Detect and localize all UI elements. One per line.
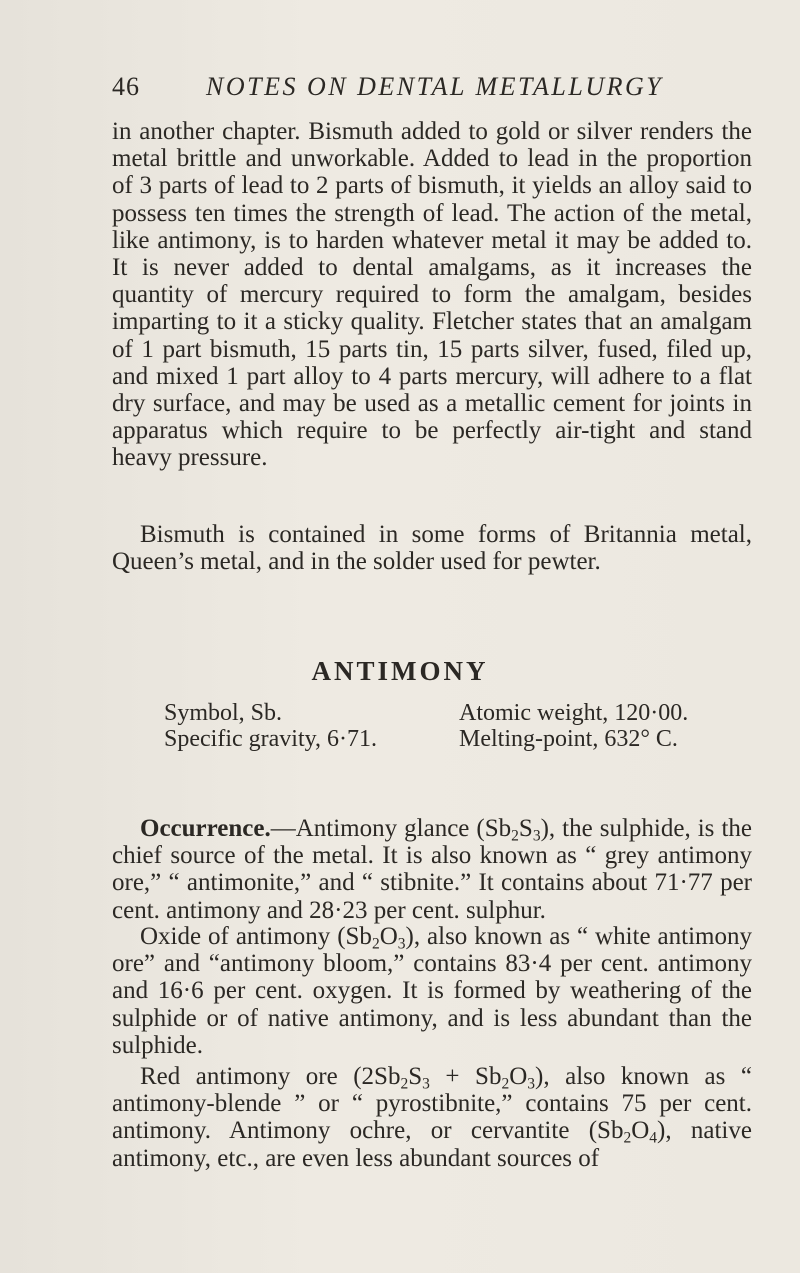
text-segment: ), the sulphide, is the chief source of the metal. It is also known as “ grey antimony ore,” “ antimonite,” and “ stibnite.” It contains about 71·77 per cent. antimony and 28·23 per cent. sulphur.: [112, 815, 752, 924]
paragraph-oxide: [112, 923, 752, 1059]
subscript: 3: [397, 935, 406, 953]
subscript: 2: [501, 1075, 510, 1093]
text-segment: ), also known as “ white antimony ore” and “antimony bloom,” contains 83·4 per cent. antimony and 16·6 per cent. oxygen. It is formed by weathering of the sulphide or of native antimony, and is less abundant than the sulphide.: [112, 923, 752, 1059]
subscript: 2: [511, 827, 519, 845]
subscript: 2: [623, 1129, 632, 1147]
text-segment: S: [408, 1063, 423, 1090]
text-segment: ), also known as “ antimony-blende ” or “ pyrostibnite,” contains 75 per cent. antimony. Antimony ochre, or cervantite (Sb: [112, 1063, 752, 1145]
text-segment: Red antimony ore (2Sb: [140, 1063, 401, 1090]
text-segment: S: [518, 815, 533, 842]
subscript: 3: [422, 1075, 430, 1093]
properties-row-2: [164, 726, 764, 754]
atomic-weight-text: Atomic weight, 120·00.: [459, 700, 689, 726]
melting-point-text: Melting-point, 632° C.: [459, 726, 678, 752]
text-segment: Oxide of antimony (Sb: [140, 923, 372, 950]
paragraph-red-antimony: [112, 1063, 752, 1172]
subscript: 3: [532, 827, 541, 845]
text-segment: O: [631, 1117, 650, 1145]
text-segment: O: [509, 1063, 528, 1090]
paragraph-occurrence: [112, 815, 752, 924]
page-number: 46: [112, 72, 140, 101]
text-segment: O: [379, 923, 398, 950]
properties-row-1: [164, 700, 764, 728]
symbol-text: Symbol, Sb.: [164, 700, 283, 726]
running-title: NOTES ON DENTAL METALLURGY: [206, 72, 664, 101]
specific-gravity-text: Specific gravity, 6·71.: [164, 726, 378, 752]
subscript: 2: [400, 1075, 409, 1093]
em-dash: —: [270, 815, 296, 842]
text-segment: + Sb: [429, 1063, 502, 1090]
text-segment: Antimony glance (Sb: [295, 815, 512, 842]
paragraph-bismuth-uses: Bismuth is contained in some forms of Britannia metal, Queen’s metal, and in the solder used for pewter.: [112, 521, 752, 576]
paragraph-bismuth-alloys: in another chapter. Bismuth added to gold or silver renders the metal brittle and unworkable. Added to lead in the proportion of 3 parts of lead to 2 parts of bismuth, it yields an alloy said to possess ten times the strength of lead. The action of the metal, like antimony, is to harden whatever metal it may be added to. It is never added to dental amalgams, as it increases the quantity of mercury required to form the amalgam, besides imparting to it a sticky quality. Fletcher states that an amalgam of 1 part bismuth, 15 parts tin, 15 parts silver, fused, filed up, and mixed 1 part alloy to 4 parts mercury, will adhere to a flat dry surface, and may be used as a metallic cement for joints in apparatus which require to be perfectly air-tight and stand heavy pressure.: [112, 118, 752, 472]
page-header: [112, 72, 762, 108]
section-heading: ANTIMONY: [311, 656, 489, 686]
text-segment: ), native antimony, etc., are even less abundant sources of: [112, 1117, 752, 1172]
subscript: 3: [527, 1075, 536, 1093]
occurrence-run-in: Occurrence.: [140, 815, 271, 842]
subscript: 4: [649, 1129, 658, 1147]
subscript: 2: [371, 935, 380, 953]
